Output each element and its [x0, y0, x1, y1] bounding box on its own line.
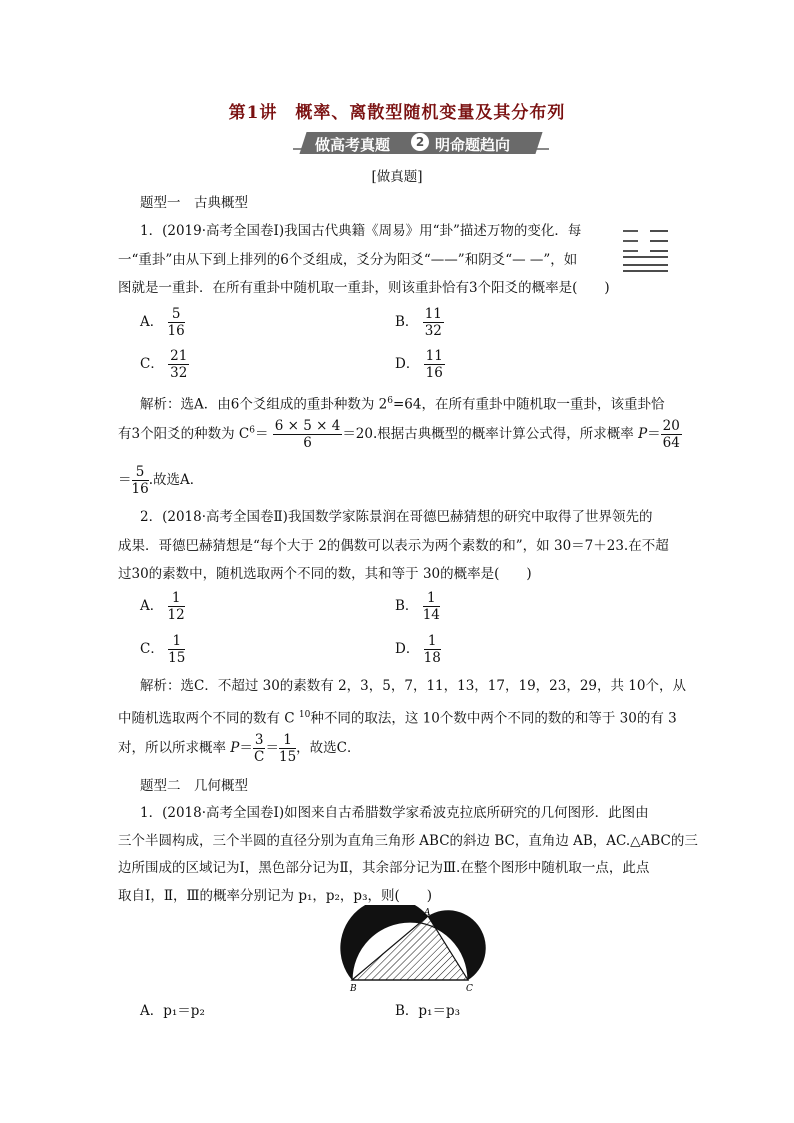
type1-heading: 题型一 古典概型: [140, 195, 248, 211]
banner-circle-icon: 2: [411, 133, 429, 151]
q1-option-c[interactable]: C． $\frac{21}{32}$: [140, 348, 188, 381]
q2-line3: 过30的素数中，随机选取两个不同的数，其和等于 30的概率是( ): [118, 566, 532, 582]
q2-option-b[interactable]: B． $\frac{1}{14}$: [395, 590, 440, 623]
t2q1-option-a[interactable]: A．p₁＝p₂: [140, 1003, 205, 1019]
q1-solution-line3: ＝ $\frac{5}{16}$ .故选A．: [118, 464, 204, 497]
q2-solution-line2: 中随机选取两个不同的数有 C $^{10}$种不同的取法，这 10个数中两个不同的数的和等于 30的有 3: [118, 710, 677, 727]
label-c: C: [466, 984, 473, 994]
banner-left-text: 做高考真题: [315, 136, 391, 154]
label-a: A: [424, 908, 431, 918]
q2-line1: 2．(2018·高考全国卷Ⅱ)我国数学家陈景润在哥德巴赫猜想的研究中取得了世界领先的: [140, 509, 653, 525]
q2-option-a[interactable]: A． $\frac{1}{12}$: [140, 590, 185, 623]
hippocrates-lune-figure: [340, 905, 490, 995]
q1-line2: 一“重卦”由从下到上排列的6个爻组成，爻分为阳爻“——”和阴爻“— —”，如: [118, 252, 578, 268]
q1-option-a[interactable]: A． $\frac{5}{16}$: [140, 306, 185, 339]
q2-solution-line1: 解析：选C．不超过 30的素数有 2，3，5，7，11，13，17，19，23，29，共 10个，从: [140, 678, 686, 694]
label-b: B: [350, 984, 357, 994]
q2-option-d[interactable]: D． $\frac{1}{18}$: [395, 633, 441, 666]
q2-line2: 成果．哥德巴赫猜想是“每个大于 2的偶数可以表示为两个素数的和”，如 30＝7＋23.在不超: [118, 538, 669, 554]
q1-option-d[interactable]: D． $\frac{11}{16}$: [395, 348, 443, 381]
section-label: [做真题]: [371, 169, 423, 185]
q1-line1: 1．(2019·高考全国卷Ⅰ)我国古代典籍《周易》用“卦”描述万物的变化．每: [140, 223, 582, 239]
banner-right-text: 明命题趋向: [435, 136, 511, 154]
q1-solution-line1: 解析：选A．由6个爻组成的重卦种数为 $2^6=64$，在所有重卦中随机取一重卦，该重卦恰: [140, 396, 665, 413]
q2-option-c[interactable]: C． $\frac{1}{15}$: [140, 633, 186, 666]
hexagram-figure: [620, 225, 672, 275]
t2q1-option-b[interactable]: B．p₁＝p₃: [395, 1003, 461, 1019]
type2-heading: 题型二 几何概型: [140, 778, 248, 794]
t2q1-line2: 三个半圆构成，三个半圆的直径分别为直角三角形 ABC的斜边 BC，直角边 AB，AC.△ABC的三: [118, 833, 698, 849]
q1-solution-line2: 有3个阳爻的种数为 $C^6=$ $\frac{6 \times 5 \times 4}{6}$ ＝20.根据古典概型的概率计算公式得，所求概率 P＝ $\frac{20}{64}$: [118, 418, 680, 451]
t2q1-line1: 1．(2018·高考全国卷Ⅰ)如图来自古希腊数学家希波克拉底所研究的几何图形．此图由: [140, 805, 649, 821]
t2q1-line3: 边所围成的区域记为Ⅰ，黑色部分记为Ⅱ，其余部分记为Ⅲ.在整个图形中随机取一点，此点: [118, 860, 650, 876]
q2-solution-line3: 对，所以所求概率 P＝ $\frac{3}{C}$ ＝ $\frac{1}{15}$ ，故选C．: [118, 732, 361, 765]
t2q1-line4: 取自Ⅰ，Ⅱ，Ⅲ的概率分别记为 p₁，p₂，p₃，则( ): [118, 888, 433, 904]
q1-option-b[interactable]: B． $\frac{11}{32}$: [395, 306, 442, 339]
page-title: 第1讲 概率、离散型随机变量及其分布列: [228, 103, 566, 123]
section-banner: [293, 130, 549, 156]
q1-line3: 图就是一重卦．在所有重卦中随机取一重卦，则该重卦恰有3个阳爻的概率是( ): [118, 280, 610, 296]
